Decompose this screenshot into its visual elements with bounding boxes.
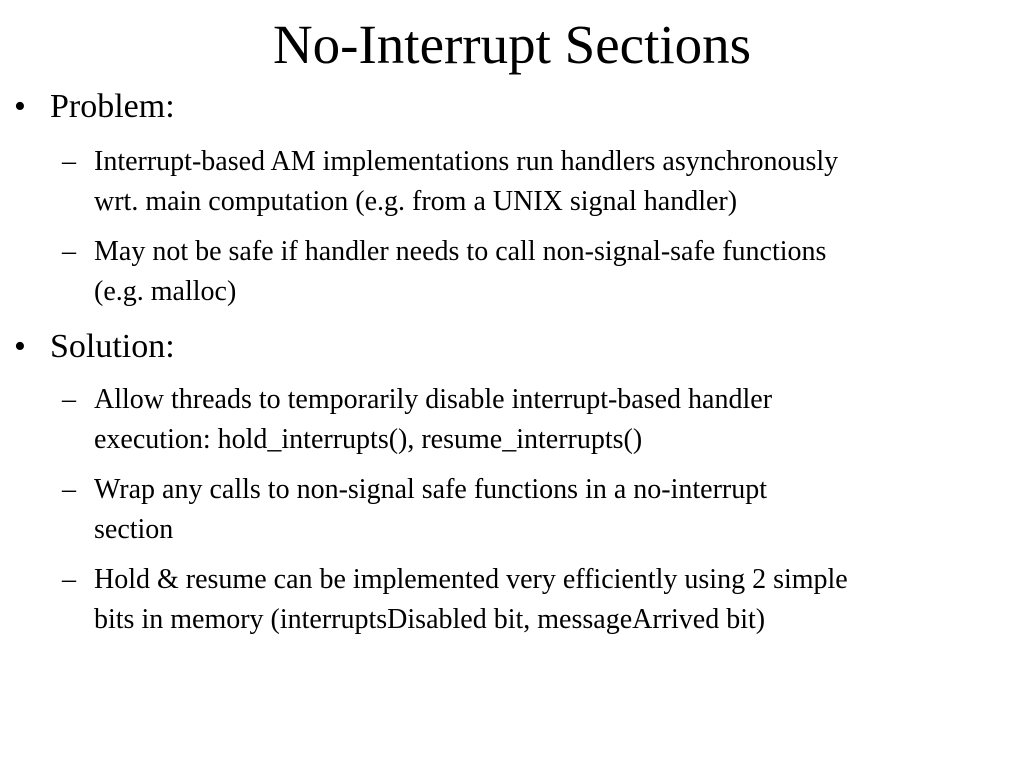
sub-bullet-problem-1 xyxy=(62,142,1022,222)
bullet-icon: • xyxy=(14,328,26,365)
sub-bullet-solution-2 xyxy=(62,470,1022,550)
dash-icon: – xyxy=(62,236,76,267)
sub-bullet-problem-2 xyxy=(62,232,1022,312)
dash-icon: – xyxy=(62,146,76,177)
sub-bullet-text: Wrap any calls to non-signal safe functions in a no-interrupt section xyxy=(94,474,768,545)
sub-bullet-text: Hold & resume can be implemented very efficiently using 2 simple bits in memory (interruptsDisabled bit, messageArrived bit) xyxy=(94,564,848,635)
sub-bullet-text: Interrupt-based AM implementations run handlers asynchronously wrt. main computation (e.g. from a UNIX signal handler) xyxy=(94,146,839,217)
dash-icon: – xyxy=(62,474,76,505)
dash-icon: – xyxy=(62,384,76,415)
bullet-problem-heading: Problem: xyxy=(50,88,175,125)
sub-bullet-solution-1 xyxy=(62,380,1022,460)
sub-bullet-text: May not be safe if handler needs to call non-signal-safe functions (e.g. malloc) xyxy=(94,236,827,307)
sub-bullet-solution-3 xyxy=(62,560,1022,640)
bullet-icon: • xyxy=(14,88,26,125)
bullet-solution-heading: Solution: xyxy=(50,328,175,365)
sub-bullet-text: Allow threads to temporarily disable interrupt-based handler execution: hold_interrupts(), resume_interrupts() xyxy=(94,384,773,455)
dash-icon: – xyxy=(62,564,76,595)
slide-title: No-Interrupt Sections xyxy=(272,14,752,75)
